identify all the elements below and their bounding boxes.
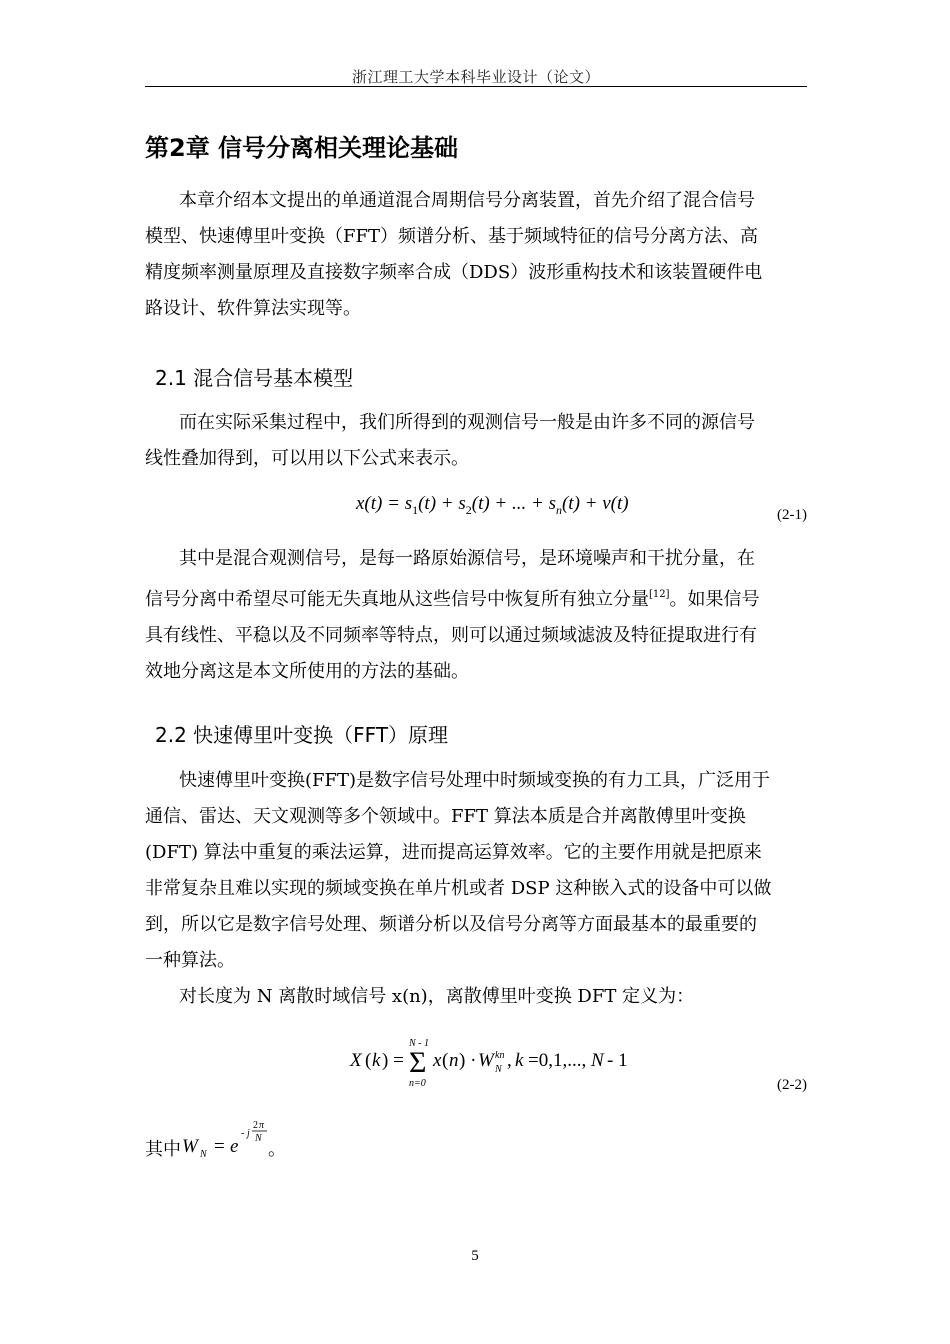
svg-text:- 1: - 1: [607, 1050, 628, 1071]
equation-number-2-2: (2-2): [777, 1077, 807, 1093]
text-line: 精度频率测量原理及直接数字频率合成（DDS）波形重构技术和该装置硬件电: [145, 262, 763, 283]
where-line: [145, 1132, 181, 1168]
svg-text:2: 2: [253, 1120, 258, 1131]
text-line: 效地分离这是本文所使用的方法的基础。: [145, 661, 469, 682]
svg-text:(: (: [442, 1050, 449, 1071]
equation-number-2-1: (2-1): [777, 507, 807, 523]
text-segment: 。如果信号: [669, 589, 760, 610]
text-line: 对长度为 N 离散时域信号 x(n)，离散傅里叶变换 DFT 定义为：: [179, 986, 695, 1007]
page-number: 5: [471, 1248, 479, 1264]
text-line: 非常复杂且难以实现的频域变换在单片机或者 DSP 这种嵌入式的设备中可以做: [145, 878, 772, 899]
text-line: 线性叠加得到，可以用以下公式来表示。: [145, 448, 469, 469]
svg-text:π: π: [259, 1120, 265, 1131]
citation-ref: [12]: [649, 589, 670, 600]
svg-text:Σ: Σ: [409, 1046, 427, 1079]
chapter-title: 第2章 信号分离相关理论基础: [145, 134, 459, 162]
svg-text:(: (: [365, 1050, 372, 1071]
svg-text:x: x: [433, 1050, 442, 1071]
svg-text:) ·: ) ·: [459, 1050, 477, 1071]
svg-text:kn: kn: [495, 1050, 505, 1061]
running-header: 浙江理工大学本科毕业设计（论文）: [351, 68, 600, 86]
svg-text:N: N: [200, 1149, 207, 1160]
text-line: (DFT) 算法中重复的乘法运算，进而提高运算效率。它的主要作用就是把原来: [145, 842, 762, 863]
svg-text:=0,1,...,: =0,1,...,: [528, 1050, 587, 1071]
text-line: 而在实际采集过程中，我们所得到的观测信号一般是由许多不同的源信号: [179, 412, 755, 433]
svg-text:) =: ) =: [382, 1050, 404, 1071]
equation-2-2: [345, 1034, 645, 1094]
svg-text:k: k: [515, 1050, 524, 1071]
section1-paragraph-2: [145, 541, 807, 690]
svg-text:j: j: [247, 1128, 250, 1139]
text-line: 通信、雷达、天文观测等多个领域中。FFT 算法本质是合并离散傅里叶变换: [145, 806, 746, 827]
svg-text:,: ,: [507, 1050, 512, 1071]
svg-text:=: =: [214, 1136, 225, 1157]
text-line: 具有线性、平稳以及不同频率等特点，则可以通过频域滤波及特征提取进行有: [145, 625, 757, 646]
equation-2-1: $x(t) = s_1(t) + s_2(t)$ + ... + $s_n(t) + v(t)$: [356, 493, 629, 517]
intro-paragraph: [145, 183, 807, 327]
text-segment: 信号分离中希望尽可能无失真地从这些信号中恢复所有独立分量: [145, 589, 649, 610]
text-line: 到，所以它是数字信号处理、频谱分析以及信号分离等方面最基本的最重要的: [145, 914, 757, 935]
text-line: 快速傅里叶变换(FFT)是数字信号处理中时频域变换的有力工具，广泛用于: [179, 770, 771, 791]
where-suffix: 。: [268, 1139, 286, 1160]
svg-text:n: n: [449, 1050, 459, 1071]
svg-text:N: N: [591, 1050, 604, 1071]
section-heading-2-2: 2.2 快速傅里叶变换（FFT）原理: [155, 723, 449, 747]
text-line: 本章介绍本文提出的单通道混合周期信号分离装置，首先介绍了混合信号: [179, 190, 755, 211]
text-line: 其中是混合观测信号，是每一路原始源信号，是环境噪声和干扰分量，在: [179, 548, 755, 569]
svg-text:N - 1: N - 1: [409, 1038, 429, 1049]
text-line: 模型、快速傅里叶变换（FFT）频谱分析、基于频域特征的信号分离方法、高: [145, 226, 758, 247]
svg-text:k: k: [372, 1050, 381, 1071]
svg-text:-: -: [241, 1128, 245, 1139]
text-line: 一种算法。: [145, 950, 235, 971]
svg-text:e: e: [230, 1136, 239, 1157]
header-rule: [145, 86, 807, 87]
svg-text:W: W: [182, 1136, 198, 1157]
section-heading-2-1: 2.1 混合信号基本模型: [155, 366, 354, 390]
svg-text:N: N: [255, 1133, 262, 1144]
text-line: 路设计、软件算法实现等。: [145, 298, 361, 319]
svg-text:N: N: [495, 1064, 502, 1075]
section1-paragraph-1: [145, 405, 807, 477]
text-segment: 其中: [145, 1139, 181, 1160]
svg-text:W: W: [478, 1050, 494, 1071]
svg-text:X: X: [350, 1050, 362, 1071]
svg-text:n=0: n=0: [409, 1078, 426, 1089]
section2-paragraph-1: [145, 763, 807, 1015]
text-line: [145, 577, 807, 618]
